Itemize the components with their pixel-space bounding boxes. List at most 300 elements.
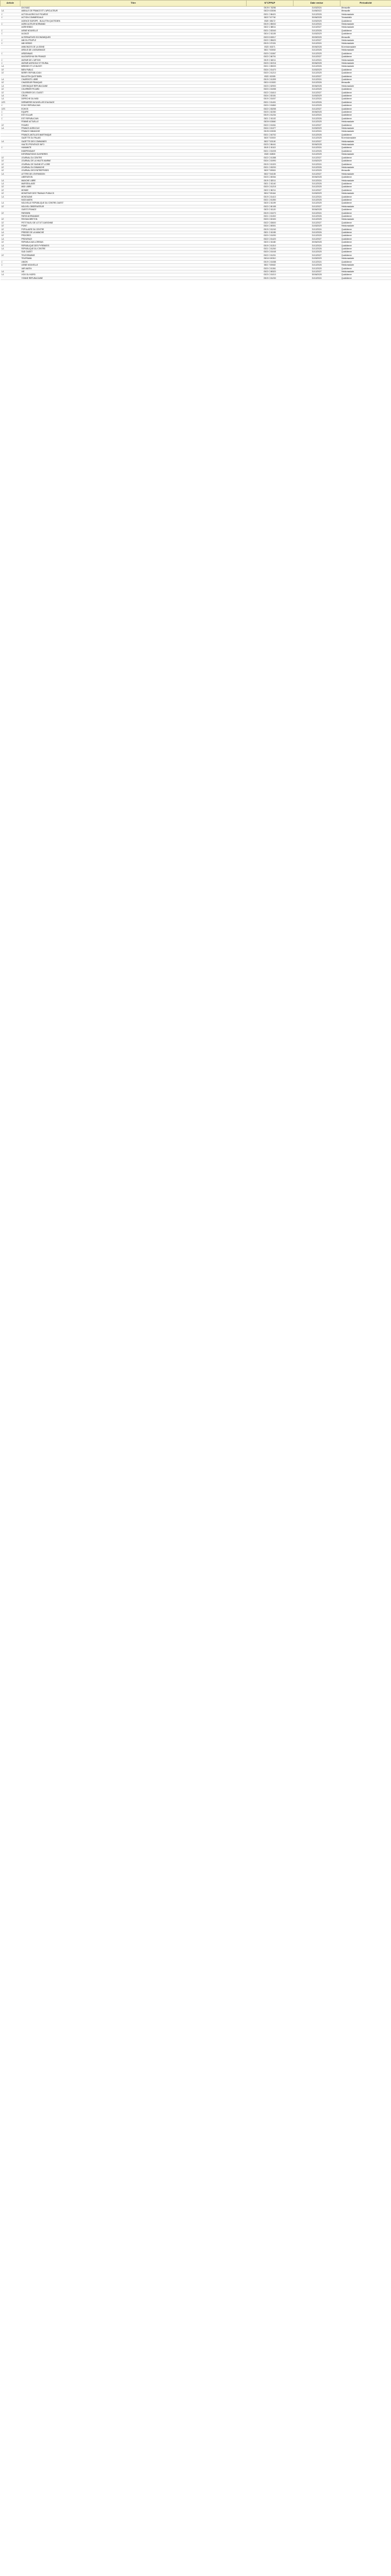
cell-cppap: 0520 T 85515: [247, 169, 294, 172]
cell-period: Quotidienne: [340, 156, 391, 159]
cell-date: 31/12/2024: [294, 78, 340, 81]
cell-cppap: 0523 T 87740: [247, 16, 294, 19]
cell-title: ANNONCES DE LA SEINE: [20, 45, 247, 48]
cell-date: 31/12/2026: [294, 81, 340, 84]
cell-cppap: 0521 C 83340: [247, 29, 294, 32]
cell-period: Quotidienne: [340, 237, 391, 240]
cell-period: Quotidienne: [340, 202, 391, 205]
cell-title: FRANCE DIMANCHE: [20, 130, 247, 133]
cell-period: Quotidienne: [340, 111, 391, 114]
cell-period: Quotidienne: [340, 107, 391, 110]
cell-title: AUJOURD'HUI EN FRANCE: [20, 55, 247, 58]
cell-period: Hebdomadaire: [340, 218, 391, 221]
cell-cppap: 0519 K 83005: [247, 130, 294, 133]
cell-article: LA: [1, 202, 20, 205]
cell-date: 31/03/2029: [294, 127, 340, 130]
cell-cppap: 0521 C 81155: [247, 231, 294, 234]
cell-date: 31/12/2024: [294, 276, 340, 279]
cell-title: NOUVELLE REPUBLIQUE DU CENTRE-OUEST: [20, 202, 247, 205]
cell-cppap: 0523 I 80271: [247, 45, 294, 48]
cell-title: GAZETTE DU PALAIS: [20, 137, 247, 140]
cell-cppap: 0523 C 82216: [247, 61, 294, 64]
cell-date: 31/12/2025: [294, 153, 340, 156]
cell-cppap: 0519 C 84011: [247, 58, 294, 61]
cell-date: 31/12/2025: [294, 72, 340, 75]
cell-period: Hebdomadaire: [340, 39, 391, 42]
cell-cppap: 0524 C 81377: [247, 127, 294, 130]
cell-title: ALTERNATIVES ECONOMIQUES: [20, 36, 247, 39]
cell-cppap: 0521 C 81260: [247, 248, 294, 251]
cell-article: LE: [1, 221, 20, 224]
cell-date: 31/12/2024: [294, 98, 340, 101]
cell-cppap: 0523 C 82280: [247, 111, 294, 114]
cell-date: 31/12/2027: [294, 156, 340, 159]
cell-period: Quotidienne: [340, 133, 391, 136]
cell-date: 31/12/2024: [294, 244, 340, 247]
cell-date: 31/12/2025: [294, 137, 340, 140]
cell-title: FIGARO: [20, 123, 247, 126]
cell-date: 31/03/2029: [294, 257, 340, 260]
cell-title: JOURNAL DU CENTRE: [20, 156, 247, 159]
cell-date: 31/12/2027: [294, 91, 340, 94]
cell-period: Quotidienne: [340, 228, 391, 231]
cell-period: Hebdomadaire: [340, 143, 391, 146]
cell-period: Quotidienne: [340, 117, 391, 120]
cell-date: 31/03/2029: [294, 160, 340, 163]
cell-cppap: 0521 C 85003: [247, 65, 294, 68]
cell-title: NOUVEL OBSERVATEUR: [20, 205, 247, 208]
cell-date: 31/12/2025: [294, 186, 340, 189]
cell-article: L': [1, 61, 20, 64]
cell-article: LA: [1, 172, 20, 175]
cell-date: 31/12/2027: [294, 172, 340, 175]
cell-date: 31/12/2027: [294, 75, 340, 78]
cell-period: Quotidienne: [340, 182, 391, 185]
cell-article: L': [1, 39, 20, 42]
cell-period: Hebdomadaire: [340, 140, 391, 143]
cell-period: Quotidienne: [340, 55, 391, 58]
cell-title: UNION: [20, 260, 247, 263]
cell-period: Quotidienne: [340, 98, 391, 101]
cell-period: Quotidienne: [340, 195, 391, 198]
cell-period: Quotidienne: [340, 273, 391, 276]
cell-period: Quotidienne: [340, 189, 391, 192]
cell-date: 31/03/2029: [294, 33, 340, 36]
cell-title: ALSACE: [20, 33, 247, 36]
cell-article: L': [1, 117, 20, 120]
cell-date: 30/06/2028: [294, 176, 340, 179]
cell-cppap: 0519 C 81410: [247, 195, 294, 198]
cell-date: 31/12/2026: [294, 149, 340, 152]
cell-cppap: 0521 C 81102: [247, 117, 294, 120]
cell-period: Quotidienne: [340, 231, 391, 234]
cell-cppap: 0520 C 81215: [247, 186, 294, 189]
cell-date: 31/05/2022: [294, 10, 340, 13]
cell-article: L': [1, 114, 20, 117]
cell-period: Quotidienne: [340, 146, 391, 149]
cell-article: LA: [1, 140, 20, 143]
cell-cppap: 0522 C 80211: [247, 189, 294, 192]
cell-title: HUMANITE: [20, 146, 247, 149]
cell-cppap: 0522 T 83100: [247, 140, 294, 143]
cell-title: JOURNAL DE LA HAUTE-MARNE: [20, 160, 247, 163]
cell-title: FRANCE AGRICOLE: [20, 127, 247, 130]
cell-date: 31/12/2026: [294, 117, 340, 120]
cell-period: Quotidienne: [340, 244, 391, 247]
cell-title: VAR-MATIN: [20, 267, 247, 270]
cell-cppap: 0523 C 80064: [247, 176, 294, 179]
cell-date: 31/12/2025: [294, 251, 340, 254]
cell-cppap: 0519 C 81240: [247, 228, 294, 231]
cell-date: 31/12/2024: [294, 195, 340, 198]
cell-date: 30/06/2028: [294, 273, 340, 276]
cell-date: 30/09/2025: [294, 36, 340, 39]
cell-period: Mensuelle: [340, 36, 391, 39]
cell-period: Quotidienne: [340, 19, 391, 22]
cell-period: Hebdomadaire: [340, 205, 391, 208]
cell-period: Quotidienne: [340, 91, 391, 94]
cell-cppap: 0519 C 85002: [247, 23, 294, 26]
cell-title: BRESSE ET LE BUGEY: [20, 65, 247, 68]
cell-title: PARISIEN: [20, 211, 247, 214]
cell-cppap: 0519 C 81320: [247, 163, 294, 166]
cell-title: TELEGRAMME: [20, 254, 247, 257]
cell-period: Hebdomadaire: [340, 13, 391, 16]
cell-period: Hebdomadaire: [340, 26, 391, 29]
cell-article: LA: [1, 78, 20, 81]
cell-date: 30/06/2028: [294, 16, 340, 19]
cell-article: L': [1, 111, 20, 114]
cell-period: Quotidienne: [340, 52, 391, 55]
cell-cppap: 0519 C 81088: [247, 260, 294, 263]
cell-date: 30/06/2028: [294, 61, 340, 64]
cell-cppap: 0521 C 81005: [247, 149, 294, 152]
header-period: Périodicité: [340, 1, 391, 7]
cell-article: L': [1, 146, 20, 149]
cell-cppap: 0520 K 83660: [247, 120, 294, 123]
table-header-row: [1, 1, 391, 7]
cell-date: 30/06/2028: [294, 111, 340, 114]
cell-date: 31/12/2026: [294, 13, 340, 16]
cell-date: 31/12/2026: [294, 133, 340, 136]
cell-cppap: 0523 C 81180: [247, 241, 294, 244]
cell-cppap: 0522 C 80155: [247, 205, 294, 208]
cell-cppap: 0524 T 80444: [247, 192, 294, 195]
cell-article: LE: [1, 228, 20, 231]
cell-article: LE: [1, 254, 20, 257]
cell-period: Quotidienne: [340, 248, 391, 251]
cell-date: 31/12/2025: [294, 104, 340, 107]
cell-article: LE: [1, 211, 20, 214]
cell-title: BIEN PUBLIC: [20, 68, 247, 71]
cell-cppap: 0524 C 81105: [247, 33, 294, 36]
cell-article: LA: [1, 84, 20, 87]
cell-period: Hebdomadaire: [340, 84, 391, 87]
cell-cppap: 0521 C 84702: [247, 133, 294, 136]
cell-date: 31/12/2027: [294, 123, 340, 126]
cell-date: 30/06/2028: [294, 84, 340, 87]
cell-title: DERNIERES NOUVELLES D'ALSACE: [20, 101, 247, 104]
cell-cppap: 0519 C 81007: [247, 98, 294, 101]
cell-article: L': [1, 104, 20, 107]
cell-period: Quotidienne: [340, 176, 391, 179]
cell-article: LA: [1, 231, 20, 234]
cell-title: REPUBLIQUE DES PYRENEES: [20, 244, 247, 247]
header-cppap: N°CPPAP: [247, 1, 294, 7]
cell-date: 31/12/2024: [294, 130, 340, 133]
cell-title: ABEILLE DE FRANCE ET L'APICULTEUR: [20, 10, 247, 13]
cell-title: MONTAGNE: [20, 195, 247, 198]
cell-article: LE: [1, 225, 20, 228]
cell-cppap: 0522 C 81388: [247, 156, 294, 159]
cell-period: Hebdomadaire: [340, 42, 391, 45]
cell-date: 30/06/2028: [294, 208, 340, 211]
cell-title: AGRIHEBDO: [20, 26, 247, 29]
cell-cppap: 0519 K 78256: [247, 7, 294, 10]
cell-title: MARSEILLAISE: [20, 182, 247, 185]
cell-cppap: 0523 C 81010: [247, 273, 294, 276]
cell-date: 31/12/2027: [294, 237, 340, 240]
cell-cppap: 0520 C 81210: [247, 72, 294, 75]
cell-cppap: 0522 K 83006: [247, 10, 294, 13]
cell-title: VIE: [20, 270, 247, 273]
cell-article: L': [1, 16, 20, 19]
cell-cppap: 0520 I 82830: [247, 153, 294, 156]
cell-cppap: 0523 C 81120: [247, 208, 294, 211]
cell-title: ACTION COMMERCIALE: [20, 16, 247, 19]
cell-cppap: 0521 C 86421: [247, 13, 294, 16]
cell-cppap: 0523 C 86441: [247, 143, 294, 146]
header-article: Article: [1, 1, 20, 7]
cell-period: Quotidienne: [340, 114, 391, 117]
cell-period: Quotidienne: [340, 208, 391, 211]
cell-article: LA: [1, 98, 20, 101]
cell-date: 31/12/2027: [294, 39, 340, 42]
cell-date: 31/03/2029: [294, 68, 340, 71]
cell-article: LA: [1, 195, 20, 198]
cell-date: 31/12/2025: [294, 52, 340, 55]
cell-period: Hebdomadaire: [340, 61, 391, 64]
cell-title: MIDI LIBRE: [20, 186, 247, 189]
cell-title: INFORMATIONS OUVRIERES: [20, 153, 247, 156]
cell-article: L': [1, 52, 20, 55]
cell-period: Quotidienne: [340, 104, 391, 107]
cell-cppap: 0520 D 83017: [247, 36, 294, 39]
cell-title: GAZETTE DES COMMUNES: [20, 140, 247, 143]
cell-title: COURRIER DE L'OUEST: [20, 91, 247, 94]
cell-title: REPUBLICAIN LORRAIN: [20, 241, 247, 244]
cell-period: Quotidienne: [340, 68, 391, 71]
cell-period: Quotidienne: [340, 123, 391, 126]
cell-title: COURRIER PICARD: [20, 88, 247, 91]
cell-period: Quotidienne: [340, 221, 391, 224]
cell-article: LE: [1, 160, 20, 163]
cell-date: 31/12/2027: [294, 55, 340, 58]
cell-cppap: 0521 C 81401: [247, 101, 294, 104]
cell-article: L': [1, 33, 20, 36]
cell-article: LA: [1, 237, 20, 240]
cell-cppap: 0522 C 88011: [247, 26, 294, 29]
cell-date: 31/12/2025: [294, 234, 340, 237]
cell-cppap: 0521 C 83200: [247, 166, 294, 169]
cell-article: LA: [1, 244, 20, 247]
cell-period: Quotidienne: [340, 29, 391, 32]
cell-cppap: 0520 T 83019: [247, 137, 294, 140]
header-date: Date emise: [294, 1, 340, 7]
cell-date: 31/12/2026: [294, 231, 340, 234]
cell-period: Hebdomadaire: [340, 49, 391, 52]
cell-article: LE: [1, 205, 20, 208]
cell-period: Quotidienne: [340, 149, 391, 152]
cell-date: 31/12/2024: [294, 114, 340, 117]
cell-title: ACTION AGRICOLE PICARDE: [20, 13, 247, 16]
cell-date: 31/12/2026: [294, 248, 340, 251]
table-body: [1, 7, 391, 280]
cell-title: YONNE REPUBLICAINE: [20, 276, 247, 279]
cell-title: POINT: [20, 225, 247, 228]
cell-article: LE: [1, 192, 20, 195]
cell-cppap: 0524 C 81990: [247, 160, 294, 163]
cell-article: LE: [1, 72, 20, 75]
cell-period: Trimestrielle: [340, 16, 391, 19]
cell-cppap: 0520 C 81199: [247, 202, 294, 205]
cell-title: AGENCE EUROPE - BULLETIN QUOTIDIEN: [20, 19, 247, 22]
cell-cppap: 0522 C 81201: [247, 254, 294, 257]
cell-article: LA: [1, 273, 20, 276]
cell-title: INDEPENDANT: [20, 149, 247, 152]
cell-title: POPULAIRE DU CENTRE: [20, 228, 247, 231]
cell-title: FRANCE-ANTILLES MARTINIQUE: [20, 133, 247, 136]
cell-period: Quotidienne: [340, 251, 391, 254]
cell-article: L': [1, 13, 20, 16]
cell-period: Quotidienne: [340, 234, 391, 237]
cell-date: 31/12/2024: [294, 23, 340, 26]
cell-date: 30/06/2028: [294, 241, 340, 244]
cell-period: Quotidienne: [340, 33, 391, 36]
cell-article: LA: [1, 179, 20, 182]
cell-cppap: 0522 C 81061: [247, 123, 294, 126]
cell-cppap: 0523 C 82900: [247, 84, 294, 87]
cell-title: MANCHE LIBRE: [20, 179, 247, 182]
cell-date: 31/12/2024: [294, 228, 340, 231]
cell-article: L': [1, 42, 20, 45]
cell-article: LE: [1, 241, 20, 244]
cell-cppap: 0520 C 81860: [247, 104, 294, 107]
cell-period: Hebdomadaire: [340, 192, 391, 195]
cell-article: LE: [1, 189, 20, 192]
cell-date: 31/12/2025: [294, 267, 340, 270]
cell-title: PROGRES: [20, 234, 247, 237]
cell-cppap: 0521 C 81140: [247, 182, 294, 185]
cell-title: LIBERATION: [20, 176, 247, 179]
cell-cppap: 0520 C 81361: [247, 267, 294, 270]
cell-period: Hebdomadaire: [340, 58, 391, 61]
cell-period: Mensuelle: [340, 81, 391, 84]
cell-cppap: 0519 C 81310: [247, 244, 294, 247]
cell-cppap: 0522 C 86701: [247, 55, 294, 58]
cell-date: 30/06/2028: [294, 143, 340, 146]
cell-title: BERRY REPUBLICAIN: [20, 72, 247, 75]
cell-article: LA: [1, 94, 20, 97]
cell-cppap: 0521 K 81520: [247, 81, 294, 84]
cell-title: PETIT BLEU DE LOT-ET-GARONNE: [20, 221, 247, 224]
cell-cppap: 0519 C 87431: [247, 42, 294, 45]
cell-date: 31/12/2024: [294, 211, 340, 214]
cell-date: 31/12/2024: [294, 163, 340, 166]
cell-period: Quotidienne: [340, 94, 391, 97]
press-register-table: [0, 0, 391, 280]
cell-title: PROVENCE: [20, 237, 247, 240]
cell-cppap: 0519 C 81070: [247, 211, 294, 214]
cell-period: Quotidienne: [340, 101, 391, 104]
cell-date: 31/12/2024: [294, 179, 340, 182]
cell-period: Mensuelle: [340, 7, 391, 10]
header-title: Titre: [20, 1, 247, 7]
cell-period: Quotidienne: [340, 163, 391, 166]
cell-period: Quotidienne: [340, 198, 391, 201]
cell-title: OUEST-FRANCE: [20, 208, 247, 211]
cell-title: CHARENTE LIBRE: [20, 78, 247, 81]
cell-period: Hebdomadaire: [340, 264, 391, 267]
cell-cppap: 0522 C 81610: [247, 91, 294, 94]
cell-period: Hebdomadaire: [340, 166, 391, 169]
cell-period: Hebdomadaire: [340, 257, 391, 260]
cell-period: Hebdomadaire: [340, 130, 391, 133]
cell-date: 31/03/2024: [294, 7, 340, 10]
cell-period: Quotidienne: [340, 75, 391, 78]
cell-date: 31/12/2026: [294, 65, 340, 68]
cell-article: LE: [1, 163, 20, 166]
cell-cppap: 0522 C 83600: [247, 221, 294, 224]
cell-cppap: 0522 T 84105: [247, 172, 294, 175]
cell-period: Quotidienne: [340, 160, 391, 163]
cell-article: LES: [1, 101, 20, 104]
cell-date: 31/12/2027: [294, 140, 340, 143]
cell-article: LE: [1, 81, 20, 84]
cell-cppap: 0522 C 85620: [247, 39, 294, 42]
cell-title: AVENIR DE L'ARTOIS: [20, 58, 247, 61]
table-row: [1, 276, 391, 279]
cell-cppap: 0519 C 81234: [247, 114, 294, 117]
cell-period: Mensuelle: [340, 10, 391, 13]
cell-article: LE: [1, 68, 20, 71]
cell-date: 31/12/2024: [294, 58, 340, 61]
cell-cppap: 0521 C 81302: [247, 215, 294, 218]
cell-period: Quotidienne: [340, 211, 391, 214]
cell-period: Quotidienne: [340, 267, 391, 270]
cell-date: 31/12/2024: [294, 260, 340, 263]
cell-article: LA: [1, 248, 20, 251]
cell-title: DEPECHE DU MIDI: [20, 98, 247, 101]
cell-title: 4X4 MAG: [20, 7, 247, 10]
cell-period: Hebdomadaire: [340, 270, 391, 273]
cell-date: 31/12/2024: [294, 42, 340, 45]
cell-period: Quotidienne: [340, 88, 391, 91]
cell-title: ARDENNAIS: [20, 52, 247, 55]
cell-period: Quotidienne: [340, 78, 391, 81]
cell-article: LE: [1, 91, 20, 94]
cell-title: TELERAMA: [20, 257, 247, 260]
cell-period: Hebdomadaire: [340, 65, 391, 68]
cell-title: AMI DU PEUPLE: [20, 39, 247, 42]
cell-date: 31/12/2025: [294, 120, 340, 123]
cell-cppap: 0520 C 81567: [247, 52, 294, 55]
cell-title: NICE-MATIN: [20, 198, 247, 201]
cell-period: Hebdomadaire: [340, 120, 391, 123]
cell-date: 31/12/2026: [294, 166, 340, 169]
cell-title: REPUBLIQUE DU CENTRE: [20, 248, 247, 251]
cell-article: LE: [1, 88, 20, 91]
